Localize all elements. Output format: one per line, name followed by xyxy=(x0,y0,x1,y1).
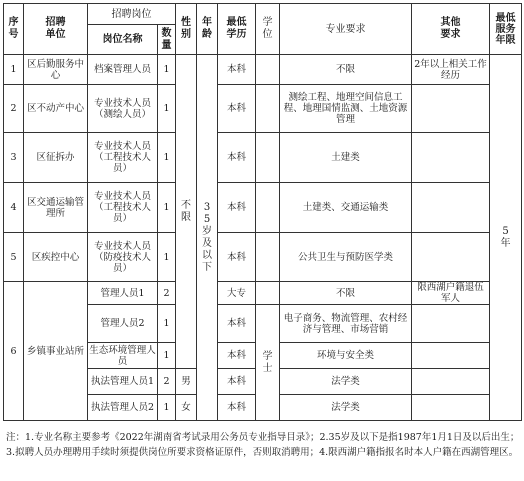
cell-edu: 本科 xyxy=(218,369,256,395)
cell-unit: 区征拆办 xyxy=(24,133,88,183)
cell-seq: 4 xyxy=(4,183,24,233)
cell-count: 1 xyxy=(158,395,176,421)
table-row xyxy=(4,133,522,183)
cell-post: 执法管理人员2 xyxy=(88,395,158,421)
cell-degree xyxy=(256,183,280,233)
cell-edu: 本科 xyxy=(218,133,256,183)
table-row xyxy=(4,55,522,85)
header-major: 专业要求 xyxy=(280,4,412,55)
cell-major: 土建类 xyxy=(280,133,412,183)
cell-gender: 女 xyxy=(176,395,197,421)
cell-edu: 本科 xyxy=(218,85,256,133)
cell-edu: 本科 xyxy=(218,395,256,421)
cell-count: 2 xyxy=(158,282,176,305)
cell-post: 专业技术人员（工程技术人员） xyxy=(88,133,158,183)
header-post-name: 岗位名称 xyxy=(88,25,158,55)
cell-major: 土建类、交通运输类 xyxy=(280,183,412,233)
recruitment-table xyxy=(3,3,522,421)
cell-count: 1 xyxy=(158,55,176,85)
table-row xyxy=(4,183,522,233)
cell-major: 测绘工程、地理空间信息工程、地理国情监测、土地资源管理 xyxy=(280,85,412,133)
cell-post: 执法管理人员1 xyxy=(88,369,158,395)
cell-major: 法学类 xyxy=(280,395,412,421)
cell-edu: 本科 xyxy=(218,343,256,369)
header-degree: 学位 xyxy=(256,4,280,55)
cell-post: 管理人员1 xyxy=(88,282,158,305)
cell-major: 环境与安全类 xyxy=(280,343,412,369)
header-post-group: 招聘岗位 xyxy=(88,4,176,25)
cell-count: 2 xyxy=(158,369,176,395)
cell-post: 档案管理人员 xyxy=(88,55,158,85)
cell-seq: 2 xyxy=(4,85,24,133)
cell-unit: 区后勤服务中心 xyxy=(24,55,88,85)
cell-degree-merged: 学士 xyxy=(256,305,280,421)
header-age: 年龄 xyxy=(197,4,218,55)
cell-seq: 1 xyxy=(4,55,24,85)
cell-degree xyxy=(256,133,280,183)
cell-seq: 3 xyxy=(4,133,24,183)
cell-major: 不限 xyxy=(280,55,412,85)
header-other: 其他要求 xyxy=(412,4,490,55)
cell-edu: 本科 xyxy=(218,305,256,343)
cell-gender: 男 xyxy=(176,369,197,395)
cell-count: 1 xyxy=(158,343,176,369)
cell-count: 1 xyxy=(158,85,176,133)
cell-seq: 5 xyxy=(4,233,24,282)
cell-other xyxy=(412,305,490,343)
cell-other xyxy=(412,133,490,183)
cell-degree xyxy=(256,282,280,305)
header-count: 数量 xyxy=(158,25,176,55)
table-row xyxy=(4,85,522,133)
cell-gender-merged: 不限 xyxy=(176,55,197,369)
cell-degree xyxy=(256,55,280,85)
cell-service-merged: 5年 xyxy=(490,55,522,421)
cell-unit-group6: 乡镇事业站所 xyxy=(24,282,88,421)
cell-other xyxy=(412,395,490,421)
cell-post: 专业技术人员（防疫技术人员） xyxy=(88,233,158,282)
cell-major: 法学类 xyxy=(280,369,412,395)
cell-count: 1 xyxy=(158,233,176,282)
header-row-1 xyxy=(4,4,522,25)
cell-edu: 大专 xyxy=(218,282,256,305)
cell-post: 专业技术人员（测绘人员） xyxy=(88,85,158,133)
cell-other xyxy=(412,183,490,233)
cell-major: 电子商务、物流管理、农村经济与管理、市场营销 xyxy=(280,305,412,343)
header-unit: 招聘单位 xyxy=(24,4,88,55)
cell-other xyxy=(412,233,490,282)
cell-degree xyxy=(256,85,280,133)
cell-edu: 本科 xyxy=(218,233,256,282)
header-seq: 序号 xyxy=(4,4,24,55)
cell-edu: 本科 xyxy=(218,183,256,233)
table-row xyxy=(4,282,522,305)
cell-edu: 本科 xyxy=(218,55,256,85)
cell-post: 生态环境管理人员 xyxy=(89,344,156,367)
footnote: 注：1.专业名称主要参考《2022年湖南省考试录用公务员专业指导目录》；2.35岁及以下是指1987年1月1日及以后出生；3.拟聘人员办理聘用手续时须提供岗位所要求资格证原件，否则取消聘用；4.限西湖户籍指报名时本人户籍在西湖管理区。 xyxy=(6,432,520,458)
cell-unit: 区交通运输管理所 xyxy=(24,183,88,233)
cell-count: 1 xyxy=(158,183,176,233)
cell-other xyxy=(412,369,490,395)
cell-major: 公共卫生与预防医学类 xyxy=(280,233,412,282)
cell-age-merged: 35岁及以下 xyxy=(197,55,218,421)
header-gender: 性别 xyxy=(176,4,197,55)
cell-major: 不限 xyxy=(280,282,412,305)
cell-other: 2年以上相关工作经历 xyxy=(412,55,490,85)
cell-seq-group6: 6 xyxy=(4,282,24,421)
table-row xyxy=(4,233,522,282)
cell-degree xyxy=(256,233,280,282)
cell-unit: 区疾控中心 xyxy=(24,233,88,282)
cell-post: 专业技术人员（工程技术人员） xyxy=(88,183,158,233)
cell-unit: 区不动产中心 xyxy=(24,85,88,133)
cell-other xyxy=(412,343,490,369)
cell-other xyxy=(412,85,490,133)
cell-count: 1 xyxy=(158,133,176,183)
header-edu: 最低学历 xyxy=(218,4,256,55)
header-service: 最低服务年限 xyxy=(490,4,522,55)
cell-count: 1 xyxy=(158,305,176,343)
cell-post: 管理人员2 xyxy=(88,305,158,343)
cell-other: 限西湖户籍退伍军人 xyxy=(412,282,490,305)
